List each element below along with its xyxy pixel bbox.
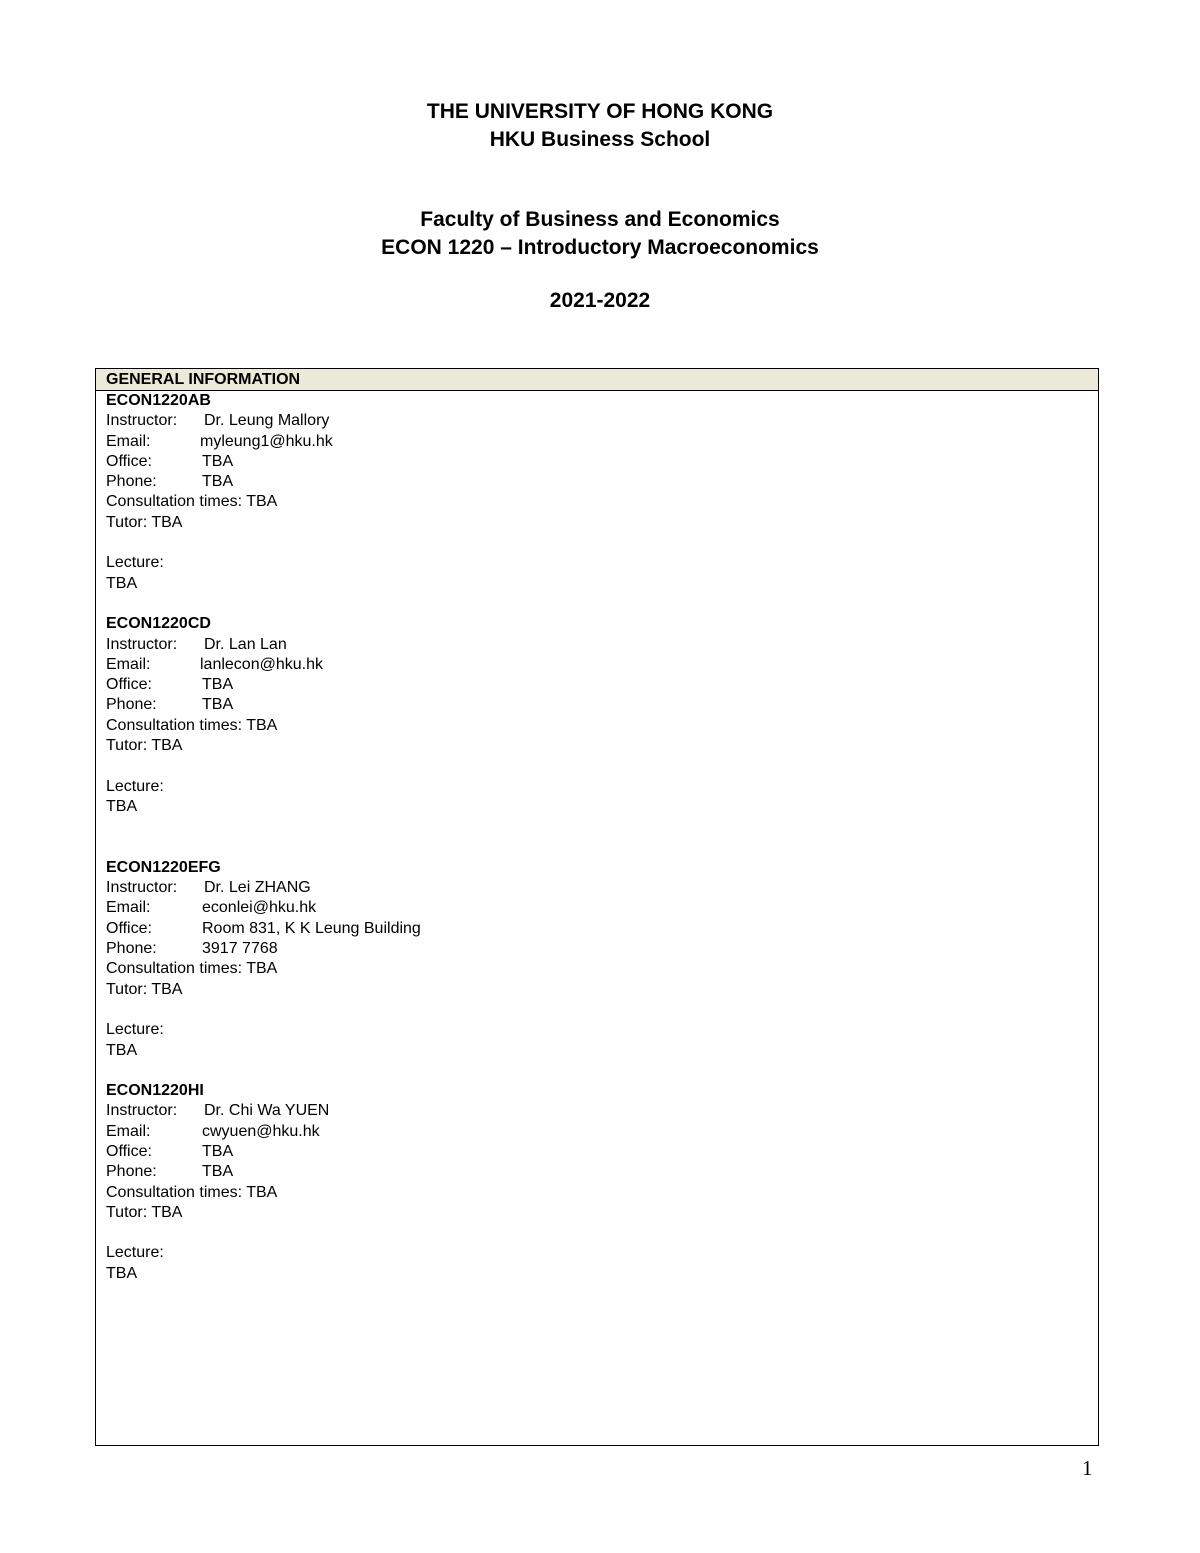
lecture-label: Lecture:	[106, 1021, 164, 1039]
email-label: Email:	[106, 899, 151, 917]
consultation-row: Consultation times: TBA	[106, 493, 278, 511]
consultation-row: Consultation times: TBA	[106, 960, 278, 978]
instructor-name: Dr. Lei ZHANG	[204, 879, 311, 897]
lecture-value: TBA	[106, 574, 138, 592]
instructor-label: Instructor:	[106, 412, 178, 430]
email-row	[106, 432, 1098, 452]
lecture-label: Lecture:	[106, 1244, 164, 1262]
email-label: Email:	[106, 432, 151, 450]
office-row	[106, 675, 1098, 695]
course-section-hi	[106, 1081, 1098, 1284]
email-row	[106, 655, 1098, 675]
instructor-row	[106, 1101, 1098, 1121]
general-information-table	[95, 368, 1099, 1446]
general-information-heading: GENERAL INFORMATION	[96, 369, 1098, 391]
course-header	[0, 206, 1200, 262]
phone-label: Phone:	[106, 473, 157, 491]
phone-label: Phone:	[106, 1163, 157, 1181]
office-value: Room 831, K K Leung Building	[202, 919, 421, 937]
phone-value: TBA	[202, 696, 234, 714]
academic-year: 2021-2022	[549, 289, 651, 312]
email-label: Email:	[106, 655, 151, 673]
instructor-row	[106, 635, 1098, 655]
page-number: 1	[1082, 1456, 1093, 1480]
tutor-row: Tutor: TBA	[106, 737, 183, 755]
instructor-label: Instructor:	[106, 879, 178, 897]
phone-row	[106, 1162, 1098, 1182]
consultation-row: Consultation times: TBA	[106, 1183, 278, 1201]
instructor-label: Instructor:	[106, 635, 178, 653]
section-code: ECON1220CD	[106, 615, 211, 633]
school-name: HKU Business School	[489, 128, 711, 151]
email-label: Email:	[106, 1122, 151, 1140]
lecture-value: TBA	[106, 1264, 138, 1282]
phone-label: Phone:	[106, 940, 157, 958]
office-value: TBA	[202, 1142, 234, 1160]
office-value: TBA	[202, 676, 234, 694]
email-value: econlei@hku.hk	[202, 899, 317, 917]
phone-row	[106, 472, 1098, 492]
lecture-value: TBA	[106, 1041, 138, 1059]
tutor-row: Tutor: TBA	[106, 1203, 183, 1221]
section-code: ECON1220HI	[106, 1082, 204, 1100]
instructor-name: Dr. Chi Wa YUEN	[204, 1102, 330, 1120]
instructor-row	[106, 411, 1098, 431]
phone-row	[106, 939, 1098, 959]
phone-label: Phone:	[106, 696, 157, 714]
office-value: TBA	[202, 452, 234, 470]
course-section-cd	[106, 614, 1098, 858]
university-name: THE UNIVERSITY OF HONG KONG	[426, 100, 774, 123]
email-row	[106, 1122, 1098, 1142]
office-label: Office:	[106, 1142, 152, 1160]
course-sections	[96, 391, 1098, 1284]
instructor-row	[106, 878, 1098, 898]
tutor-row: Tutor: TBA	[106, 980, 183, 998]
faculty-name: Faculty of Business and Economics	[420, 208, 780, 231]
email-row	[106, 898, 1098, 918]
section-code: ECON1220EFG	[106, 858, 221, 876]
tutor-row: Tutor: TBA	[106, 513, 183, 531]
lecture-label: Lecture:	[106, 777, 164, 795]
lecture-value: TBA	[106, 797, 138, 815]
document-header	[0, 98, 1200, 154]
phone-value: 3917 7768	[202, 940, 278, 958]
email-value: lanlecon@hku.hk	[200, 655, 323, 673]
email-value: cwyuen@hku.hk	[202, 1122, 320, 1140]
office-row	[106, 1142, 1098, 1162]
office-label: Office:	[106, 919, 152, 937]
section-code: ECON1220AB	[106, 392, 211, 409]
instructor-name: Dr. Leung Mallory	[204, 412, 330, 430]
phone-value: TBA	[202, 1163, 234, 1181]
office-label: Office:	[106, 452, 152, 470]
course-section-efg	[106, 858, 1098, 1081]
consultation-row: Consultation times: TBA	[106, 716, 278, 734]
course-title: ECON 1220 – Introductory Macroeconomics	[381, 236, 819, 259]
phone-row	[106, 695, 1098, 715]
office-label: Office:	[106, 676, 152, 694]
office-row	[106, 452, 1098, 472]
lecture-label: Lecture:	[106, 554, 164, 572]
instructor-name: Dr. Lan Lan	[204, 635, 287, 653]
phone-value: TBA	[202, 473, 234, 491]
office-row	[106, 919, 1098, 939]
course-section-ab	[106, 391, 1098, 614]
email-value: myleung1@hku.hk	[200, 432, 333, 450]
instructor-label: Instructor:	[106, 1102, 178, 1120]
